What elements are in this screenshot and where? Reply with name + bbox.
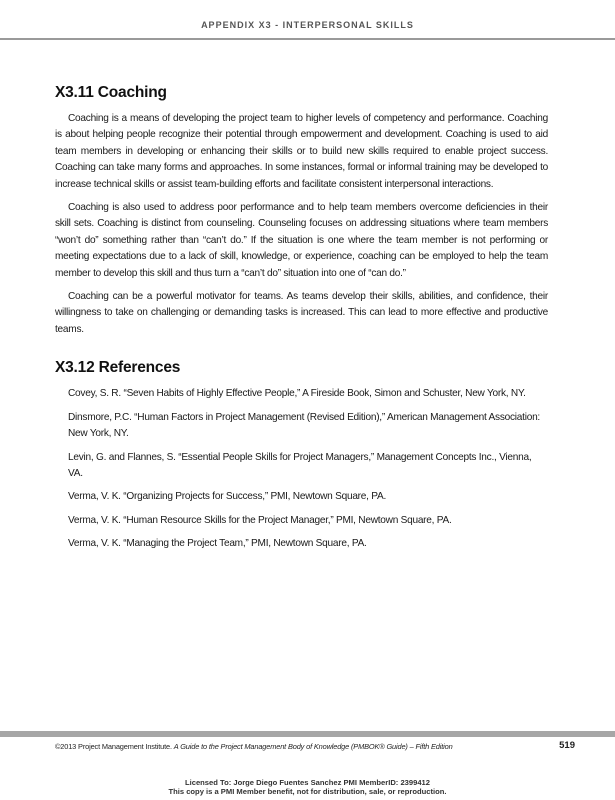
footer-citation	[55, 742, 453, 751]
page-content	[55, 84, 548, 560]
page-number: 519	[559, 740, 575, 751]
reference-item: Dinsmore, P.C. “Human Factors in Project Management (Revised Edition),” American Management Association: New York, NY.	[68, 411, 540, 440]
footer-rule	[0, 731, 615, 737]
footer-book-title: A Guide to the Project Management Body of Knowledge (PMBOK® Guide) – Fifth Edition	[173, 742, 453, 751]
footer-copyright: ©2013 Project Management Institute.	[55, 742, 172, 751]
license-notice	[0, 778, 615, 796]
reference-item: Verma, V. K. “Organizing Projects for Success,” PMI, Newtown Square, PA.	[68, 491, 387, 503]
license-line-1: Licensed To: Jorge Diego Fuentes Sanchez PMI MemberID: 2399412	[184, 778, 431, 787]
license-line-2: This copy is a PMI Member benefit, not for distribution, sale, or reproduction.	[168, 787, 447, 796]
references-section	[55, 359, 548, 552]
reference-item: Verma, V. K. “Human Resource Skills for the Project Manager,” PMI, Newtown Square, PA.	[68, 514, 452, 526]
references-heading: X3.12 References	[55, 359, 181, 377]
reference-item: Covey, S. R. “Seven Habits of Highly Effective People,” A Fireside Book, Simon and Schuster, New York, NY.	[68, 388, 526, 400]
coaching-section	[55, 84, 548, 338]
coaching-heading: X3.11 Coaching	[55, 84, 167, 101]
reference-item: Levin, G. and Flannes, S. “Essential People Skills for Project Managers,” Management Concepts Inc., Vienna, VA.	[68, 451, 532, 479]
reference-item: Verma, V. K. “Managing the Project Team,” PMI, Newtown Square, PA.	[68, 538, 367, 550]
references-list	[55, 386, 548, 552]
coaching-paragraph-1: Coaching is a means of developing the project team to higher levels of competency and performance. Coaching is about helping people recognize their potential through empowerment and development. Coaching is used to aid team members in developing or enhancing their skills or to build new skills required to enable project success. Coaching can take many forms and approaches. In some instances, formal or informal training may be developed to increase technical skills or assist team-building efforts and facilitate consistent interpersonal interactions.	[55, 113, 548, 190]
running-head-title: APPENDIX X3 - INTERPERSONAL SKILLS	[201, 20, 414, 30]
coaching-paragraph-3: Coaching can be a powerful motivator for teams. As teams develop their skills, abilities, and confidence, their willingness to take on challenging or demanding tasks is increased. This can lead to more effective and productive teams.	[55, 291, 548, 335]
running-header	[0, 0, 615, 40]
coaching-paragraph-2: Coaching is also used to address poor performance and to help team members overcome deficiencies in their skill sets. Coaching is distinct from counseling. Counseling focuses on addressing situations where team members “won’t do” something rather than “can’t do.” If the situation is one where the team member is not performing or meeting expectations due to a lack of skill, knowledge, or experience, coaching can be employed to help the team member to develop this skill and thus turn a “can’t do” situation into one of “can do.”	[55, 202, 548, 279]
